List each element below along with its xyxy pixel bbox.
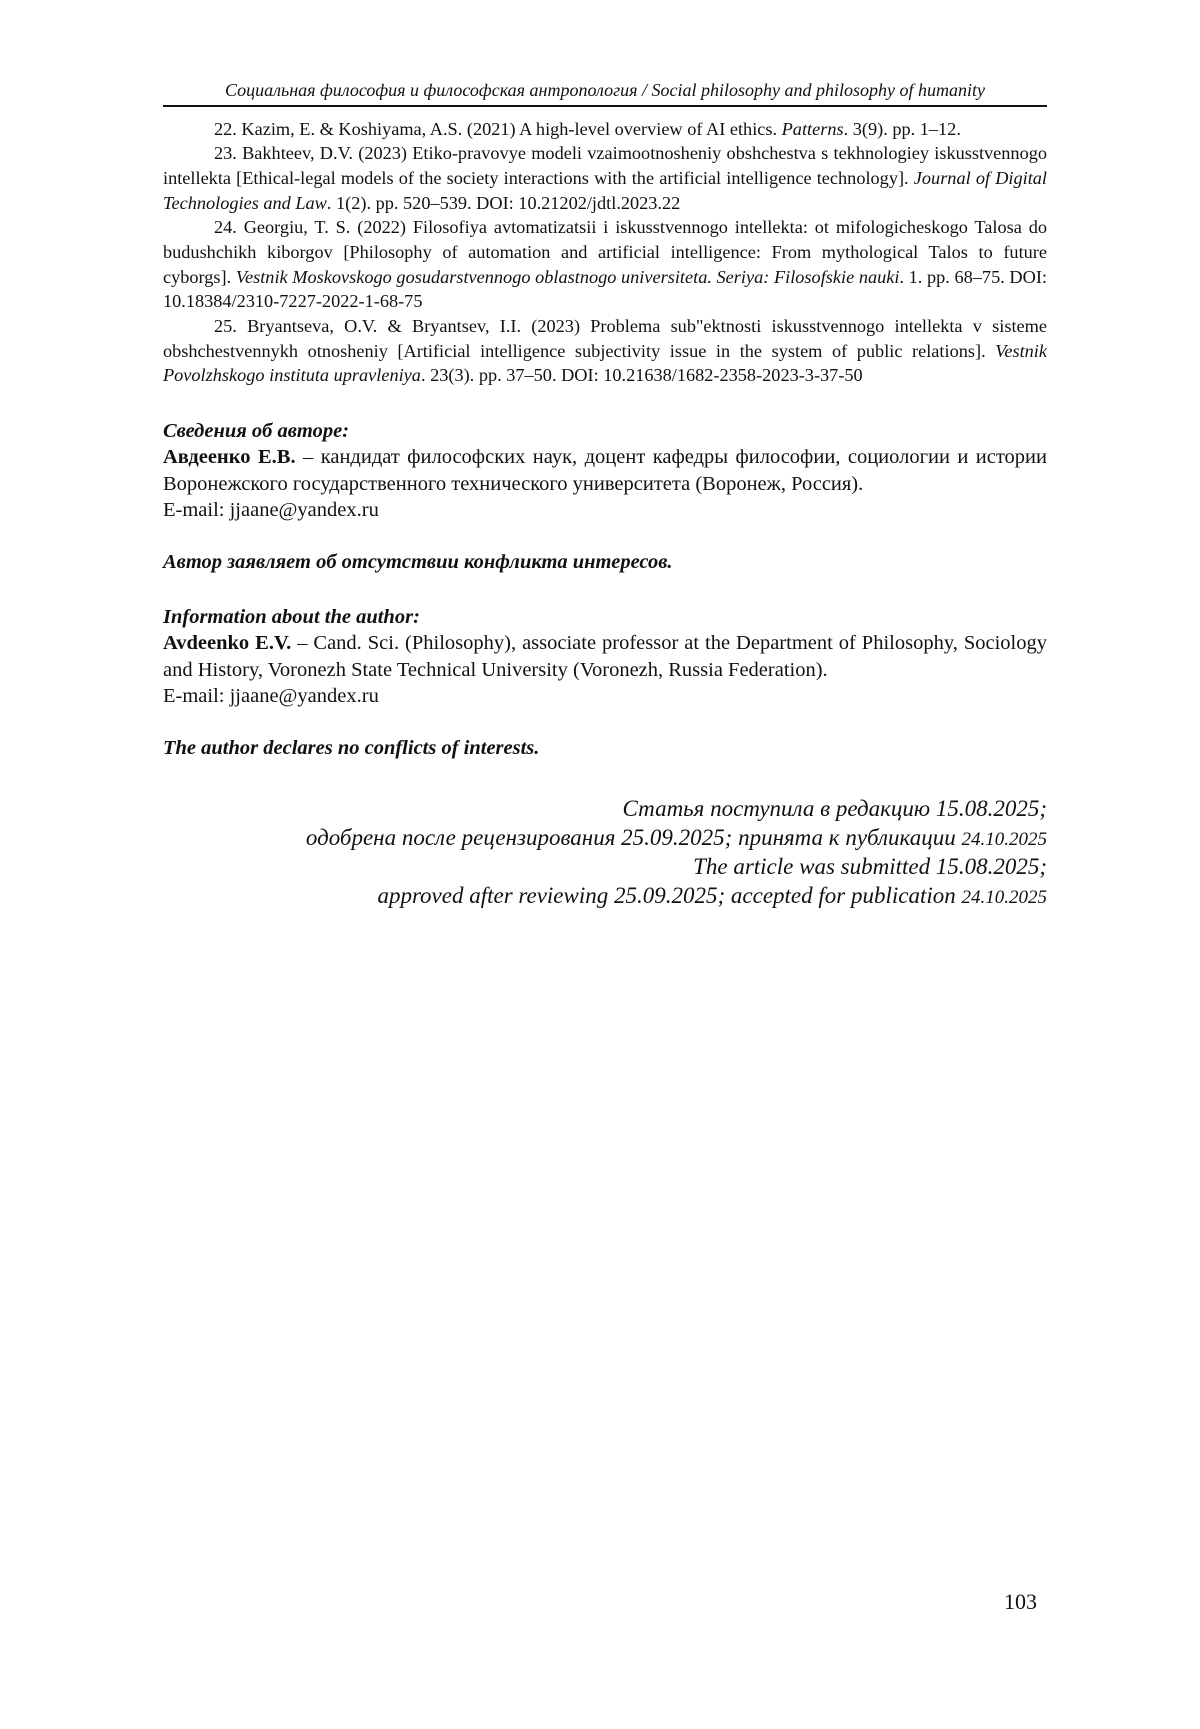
date-line-approved-en [163,882,1047,911]
author-info-ru-body [163,444,1047,496]
date-approved-en-text: approved after reviewing 25.09.2025; accepted for publication [377,882,962,908]
author-description-en: – Cand. Sci. (Philosophy), associate professor at the Department of Philosophy, Sociology and History, Voronezh State Technical University (Voronezh, Russia Federation). [163,632,1047,681]
reference-tail: . 1(2). pp. 520–539. DOI: 10.21202/jdtl.2023.22 [326,192,681,213]
date-approved-ru-text: одобрена после рецензирования 25.09.2025; принята к публикации [305,825,962,850]
reference-item-23 [163,141,1047,215]
author-info-en-body [163,630,1047,682]
author-info-en [163,604,1047,709]
reference-list [163,117,1047,389]
reference-text: 25. Bryantseva, O.V. & Bryantsev, I.I. (2023) Problema sub"ektnosti iskusstvennogo intellekta v sisteme obshchestvennykh otnosheniy [Artificial intelligence subjectivity issue in the system of public relations]. [163,316,1047,361]
reference-tail: . 1. pp. 68–75. DOI: 10.18384/2310-7227-2022-1-68-75 [163,266,1047,312]
author-info-ru [163,418,1047,523]
reference-tail: . 3(9). pp. 1–12. [843,118,961,139]
reference-journal: Vestnik Moskovskogo gosudarstvennogo oblastnogo universiteta. Seriya: Filosofskie nauki [235,266,900,287]
reference-item-22 [163,117,1047,142]
reference-journal: Vestnik Povolzhskogo instituta upravleniya [163,340,1047,386]
author-name-ru: Авдеенко Е.В. [163,446,296,469]
page-number: 103 [1004,1589,1037,1614]
date-line-submitted-en: The article was submitted 15.08.2025; [693,853,1047,879]
reference-item-25 [163,314,1047,388]
article-dates [163,795,1047,911]
conflict-statement-en: The author declares no conflicts of interests. [163,737,540,760]
running-head: Социальная философия и философская антропология / Social philosophy and philosophy of humanity [163,80,1047,107]
author-info-en-title: Information about the author: [163,606,420,629]
date-line-approved-ru [163,824,1047,853]
reference-text: 23. Bakhteev, D.V. (2023) Etiko-pravovye modeli vzaimootnosheniy obshchestva s tekhnologiey iskusstvennogo intellekta [Ethical-legal models of the society interactions with the artificial intelligence technology]. [163,143,1047,188]
reference-tail: . 23(3). pp. 37–50. DOI: 10.21638/1682-2358-2023-3-37-50 [420,365,863,386]
date-accepted-en: 24.10.2025 [961,886,1047,908]
conflict-statement-ru: Автор заявляет об отсутствии конфликта интересов. [163,551,673,574]
author-info-ru-title: Сведения об авторе: [163,420,350,443]
date-line-submitted-ru: Статья поступила в редакцию 15.08.2025; [622,796,1047,822]
reference-item-24 [163,215,1047,314]
author-name-en: Avdeenko E.V. [163,632,292,655]
date-accepted-ru: 24.10.2025 [961,829,1047,850]
author-email-en: E-mail: jjaane@yandex.ru [163,684,379,707]
author-description-ru: – кандидат философских наук, доцент кафедры философии, социологии и истории Воронежского государственного технического университета (Воронеж, Россия). [163,446,1047,495]
reference-journal: Patterns [781,118,844,139]
reference-journal: Journal of Digital Technologies and Law [163,167,1048,213]
reference-text: 22. Kazim, E. & Koshiyama, A.S. (2021) A high-level overview of AI ethics. [214,118,782,139]
page-content [163,80,1047,911]
author-email-ru: E-mail: jjaane@yandex.ru [163,498,379,521]
reference-text: 24. Georgiu, T. S. (2022) Filosofiya avtomatizatsii i iskusstvennogo intellekta: ot mifologicheskogo Talosa do budushchikh kiborgov [Philosophy of automation and artificial intelligence: From mythological Talos to future cyborgs]. [163,217,1047,287]
